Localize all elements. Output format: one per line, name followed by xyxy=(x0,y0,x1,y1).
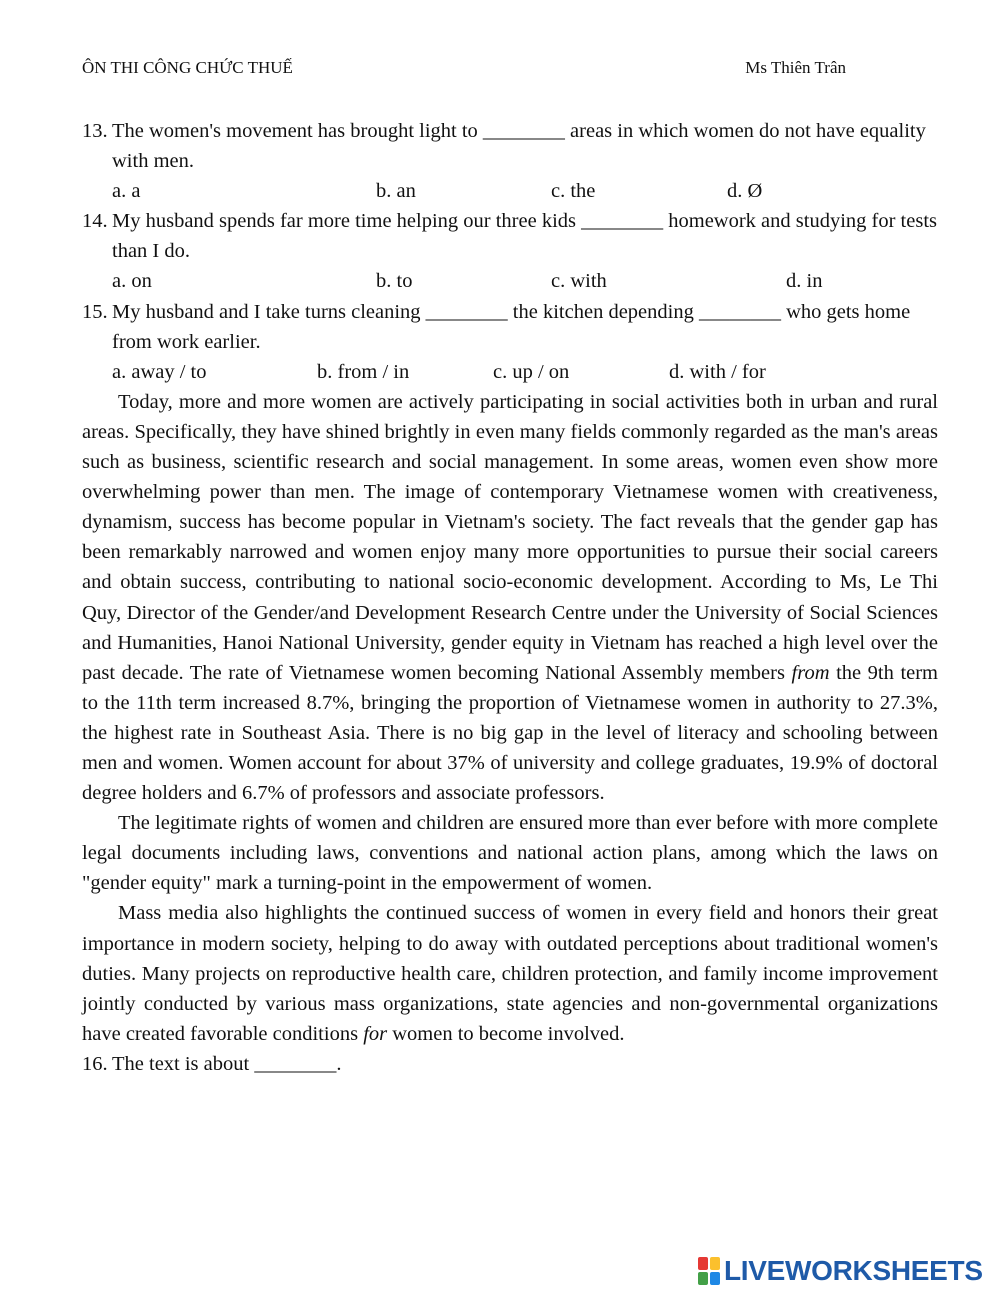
paragraph-text: Today, more and more women are actively participating in social activities both in urban and rural areas. Specifically, they have shined brightly in even many fields commonly regarded as the man's areas such as business, scientific research and social management. In some areas, women even show more overwhelming power than men. The image of contemporary Vietnamese women with creativeness, dynamism, success has become popular in Vietnam's society. The fact reveals that the gender gap has been remarkably narrowed and women enjoy many more opportunities to pursue their social careers and obtain success, contributing to national socio-economic development. According to Ms, Le Thi Quy, Director of the Gender/and Development Research Centre under the University of Social Sciences and Humanities, Hanoi National University, gender equity in Vietnam has reached a high level over the past decade. The rate of Vietnamese women becoming National Assembly members xyxy=(82,390,938,684)
question-text: The women's movement has brought light to ________ areas in which women do not have equality with men. xyxy=(112,120,926,173)
question-number: 14. xyxy=(82,210,108,233)
passage-paragraph-1 xyxy=(82,387,938,808)
option-c[interactable]: c. up / on xyxy=(493,360,570,383)
paragraph-text: Mass media also highlights the continued success of women in every field and honors their great importance in modern society, helping to do away with outdated perceptions about traditional women's duties. Many projects on reproductive health care, children protection, and family income improvement jointly conducted by various mass organizations, state agencies and non-governmental organizations have created favorable conditions xyxy=(82,902,938,1045)
passage-paragraph-3 xyxy=(82,898,938,1048)
header-author: Ms Thiên Trân xyxy=(745,58,846,77)
logo-square-red xyxy=(698,1257,708,1270)
liveworksheets-icon xyxy=(698,1257,720,1285)
option-d[interactable]: d. Ø xyxy=(727,180,763,203)
question-15-options xyxy=(82,357,938,387)
option-b[interactable]: b. to xyxy=(376,270,413,293)
page-header xyxy=(82,58,846,78)
question-13 xyxy=(82,116,938,176)
question-text: My husband spends far more time helping our three kids ________ homework and studying for tests than I do. xyxy=(112,210,937,263)
option-c[interactable]: c. the xyxy=(551,180,596,203)
paragraph-text: women to become involved. xyxy=(387,1022,625,1045)
option-d[interactable]: d. in xyxy=(786,270,823,293)
question-number: 13. xyxy=(82,120,108,142)
question-13-options xyxy=(82,176,938,206)
italic-word: for xyxy=(363,1022,388,1045)
question-text: The text is about ________. xyxy=(112,1052,342,1075)
option-b[interactable]: b. from / in xyxy=(317,360,410,383)
logo-text: LIVEWORKSHEETS xyxy=(724,1255,983,1286)
logo-square-green xyxy=(698,1272,708,1285)
logo-square-yellow xyxy=(710,1257,720,1270)
question-text: My husband and I take turns cleaning ________ the kitchen depending ________ who gets home from work earlier. xyxy=(112,300,911,353)
question-number: 15. xyxy=(82,300,108,323)
option-a[interactable]: a. away / to xyxy=(112,360,207,383)
header-title: ÔN THI CÔNG CHỨC THUẾ xyxy=(82,58,293,77)
question-14 xyxy=(82,206,938,266)
question-number: 16. xyxy=(82,1052,108,1075)
option-b[interactable]: b. an xyxy=(376,180,416,203)
liveworksheets-logo xyxy=(698,1255,983,1287)
paragraph-text: the 9th term to the 11th term increased 8.7%, bringing the proportion of Vietnamese women in authority to 27.3%, the highest rate in Southeast Asia. There is no big gap in the level of literacy and schooling between men and women. Women account for about 37% of university and college graduates, 19.9% of doctoral degree holders and 6.7% of professors and associate professors. xyxy=(82,661,939,805)
option-a[interactable]: a. a xyxy=(112,180,141,203)
logo-square-blue xyxy=(710,1272,720,1285)
option-a[interactable]: a. on xyxy=(112,270,152,293)
question-16 xyxy=(82,1049,938,1079)
italic-word: from xyxy=(791,661,830,684)
passage-paragraph-2: The legitimate rights of women and children are ensured more than ever before with more complete legal documents including laws, conventions and national action plans, among which the laws on "gender equity" mark a turning-point in the empowerment of women. xyxy=(82,812,938,895)
worksheet-content xyxy=(82,116,938,1079)
question-15 xyxy=(82,297,938,357)
question-14-options xyxy=(82,266,938,296)
option-c[interactable]: c. with xyxy=(551,270,607,293)
option-d[interactable]: d. with / for xyxy=(669,360,766,383)
